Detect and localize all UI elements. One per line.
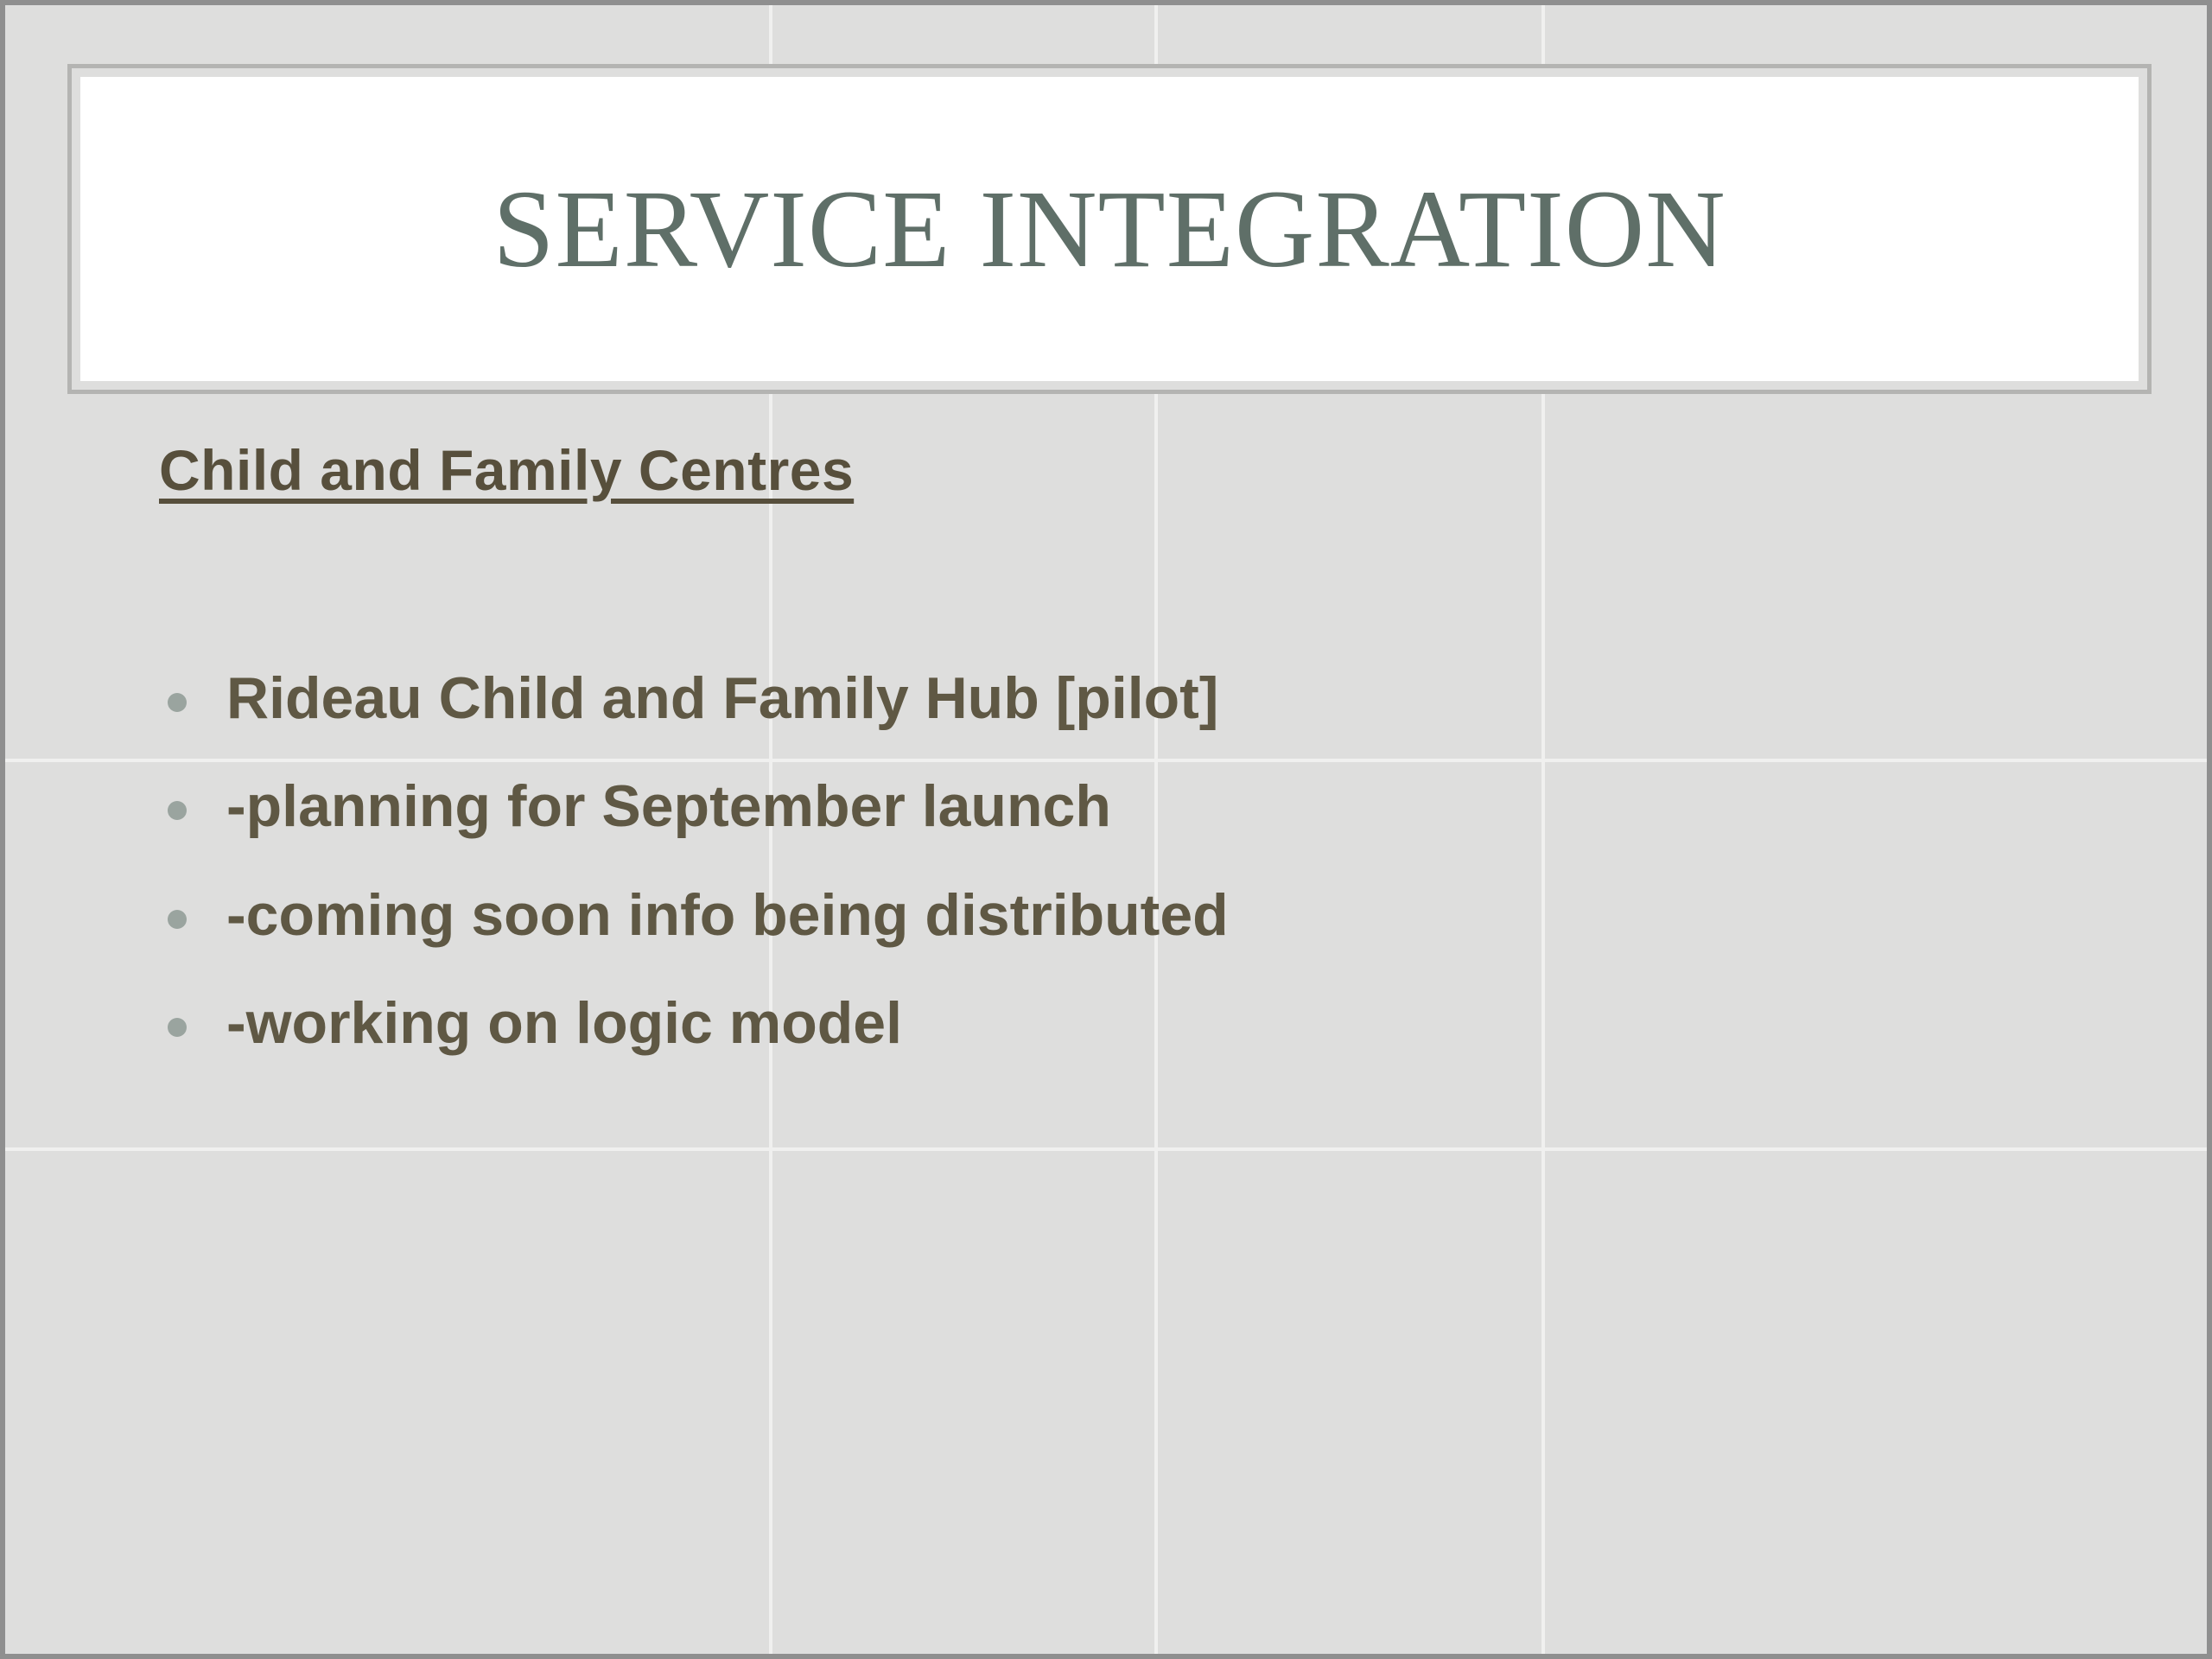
- list-item-label: -planning for September launch: [226, 773, 1111, 840]
- list-item-label: -working on logic model: [226, 990, 902, 1057]
- bullet-dot-icon: [168, 1018, 187, 1037]
- list-item: [159, 881, 2060, 948]
- page-title: SERVICE INTEGRATION: [493, 167, 1726, 290]
- body-heading: Child and Family Centres: [159, 438, 855, 502]
- bullet-dot-icon: [168, 693, 187, 712]
- bullet-list: [159, 667, 2060, 1056]
- title-inner-box: [80, 77, 2139, 381]
- title-frame: [67, 64, 2152, 394]
- grid-line-horizontal-2: [5, 1147, 2212, 1151]
- list-item: [159, 992, 2060, 1055]
- slide-body: [159, 437, 2060, 1101]
- list-item-label: -coming soon info being distributed: [226, 881, 1229, 948]
- bullet-dot-icon: [168, 910, 187, 929]
- heading-spacer: [159, 537, 2060, 667]
- list-item-label: Rideau Child and Family Hub [pilot]: [226, 665, 1219, 731]
- bullet-dot-icon: [168, 801, 187, 820]
- list-item: [159, 775, 2060, 838]
- list-item: [159, 667, 2060, 730]
